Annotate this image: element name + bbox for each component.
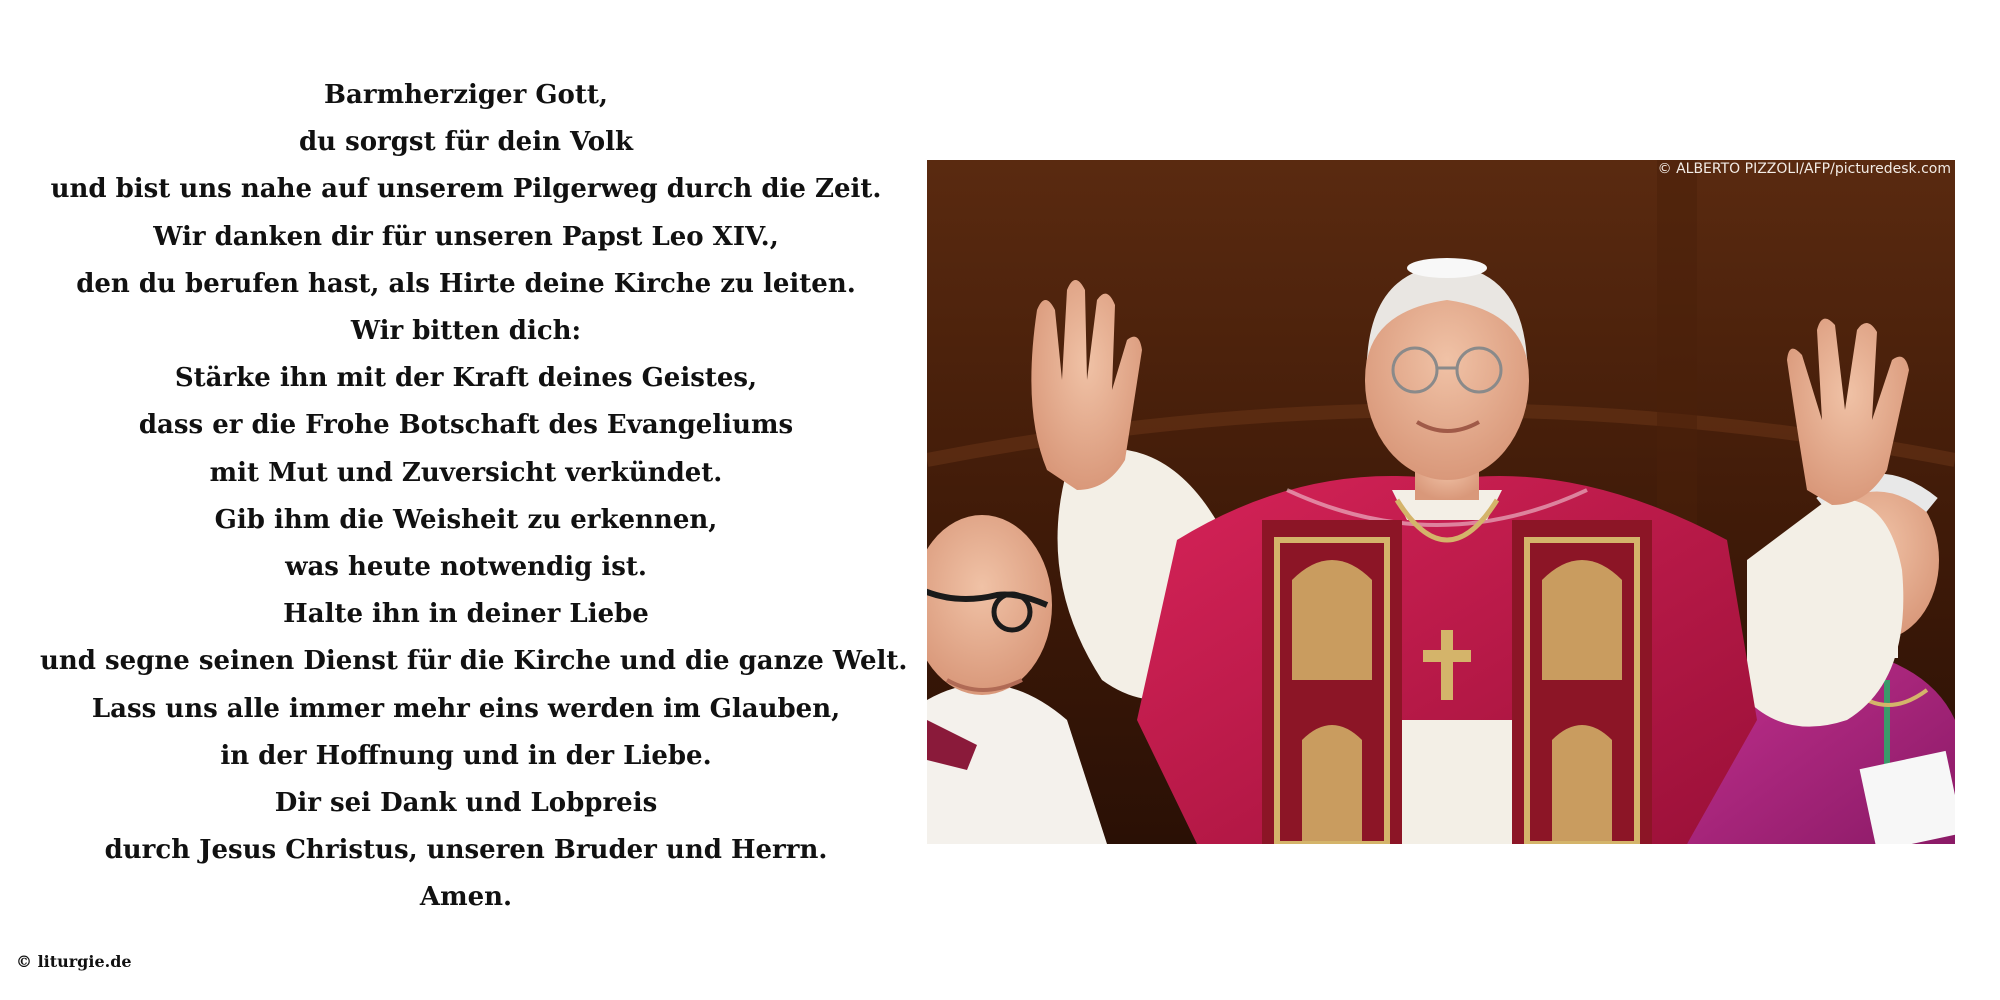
prayer-line: Lass uns alle immer mehr eins werden im Glauben, — [91, 693, 841, 724]
copyright-notice: © liturgie.de — [16, 952, 132, 971]
prayer-line: den du berufen hast, als Hirte deine Kirche zu leiten. — [76, 268, 856, 299]
prayer-line: und segne seinen Dienst für die Kirche und die ganze Welt. — [40, 646, 908, 677]
prayer-text — [40, 72, 908, 922]
prayer-line: dass er die Frohe Botschaft des Evangeliums — [138, 410, 794, 441]
prayer-line: in der Hoffnung und in der Liebe. — [220, 740, 712, 771]
prayer-line: Wir bitten dich: — [350, 316, 582, 347]
prayer-line: Wir danken dir für unseren Papst Leo XIV., — [153, 221, 779, 252]
prayer-line: Stärke ihn mit der Kraft deines Geistes, — [174, 363, 758, 394]
prayer-line: was heute notwendig ist. — [285, 552, 647, 583]
prayer-line: Halte ihn in deiner Liebe — [283, 599, 649, 630]
pope-photo — [927, 160, 1955, 844]
prayer-line: Dir sei Dank und Lobpreis — [274, 788, 658, 819]
prayer-line: durch Jesus Christus, unseren Bruder und Herrn. — [104, 835, 828, 866]
prayer-line: Amen. — [419, 882, 513, 913]
prayer-line: und bist uns nahe auf unserem Pilgerweg durch die Zeit. — [50, 174, 882, 205]
prayer-line: Barmherziger Gott, — [324, 80, 608, 110]
pope-illustration — [927, 160, 1955, 844]
prayer-line: Gib ihm die Weisheit zu erkennen, — [214, 504, 718, 535]
prayer-line: du sorgst für dein Volk — [298, 127, 634, 158]
pope-rochet — [1402, 720, 1512, 844]
photo-credit: © ALBERTO PIZZOLI/AFP/picturedesk.com — [1657, 161, 1951, 177]
prayer-line: mit Mut und Zuversicht verkündet. — [209, 457, 723, 488]
